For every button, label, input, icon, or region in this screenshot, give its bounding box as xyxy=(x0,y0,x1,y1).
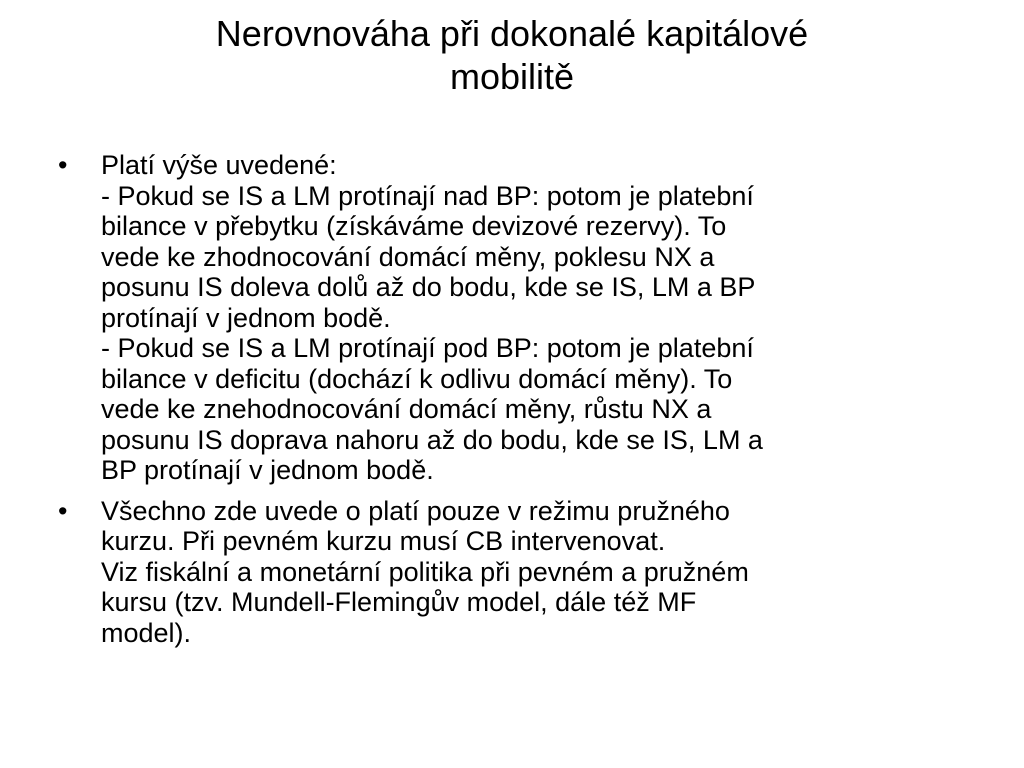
slide-title-line: mobilitě xyxy=(449,56,575,97)
bullet-text-line: posunu IS doleva dolů až do bodu, kde se IS, LM a BP xyxy=(101,272,756,302)
bullet-list xyxy=(56,150,956,658)
bullet-text-line: posunu IS doprava nahoru až do bodu, kde se IS, LM a xyxy=(101,424,763,455)
slide-title xyxy=(60,12,964,98)
bullet-text-line: - Pokud se IS a LM protínají nad BP: potom je platební xyxy=(101,180,754,211)
bullet-text-line: Platí výše uvedené: xyxy=(101,150,337,180)
bullet-text-line: BP protínají v jednom bodě. xyxy=(101,455,434,485)
bullet-text-line: vede ke zhodnocování domácí měny, poklesu NX a xyxy=(101,241,715,272)
bullet-item xyxy=(56,496,956,649)
bullet-text-line: protínají v jednom bodě. xyxy=(101,302,391,333)
bullet-icon: • xyxy=(58,150,68,180)
bullet-text-line: bilance v deficitu (dochází k odlivu domácí měny). To xyxy=(101,363,733,394)
bullet-text-line: - Pokud se IS a LM protínají pod BP: potom je platební xyxy=(101,333,754,363)
slide-title-line: Nerovnováha při dokonalé kapitálové xyxy=(215,13,809,54)
bullet-text-line: model). xyxy=(101,617,192,648)
bullet-text-line: bilance v přebytku (získáváme devizové rezervy). To xyxy=(101,211,727,241)
bullet-icon: • xyxy=(58,495,68,526)
bullet-text-line: vede ke znehodnocování domácí měny, růstu NX a xyxy=(101,394,712,424)
bullet-text-line: kursu (tzv. Mundell-Flemingův model, dále též MF xyxy=(101,587,697,617)
bullet-item xyxy=(56,150,956,486)
bullet-text-line: Všechno zde uvede o platí pouze v režimu pružného xyxy=(101,495,730,526)
bullet-text-line: Viz fiskální a monetární politika při pevném a pružném xyxy=(101,556,749,587)
bullet-text-line: kurzu. Při pevném kurzu musí CB intervenovat. xyxy=(101,526,666,556)
